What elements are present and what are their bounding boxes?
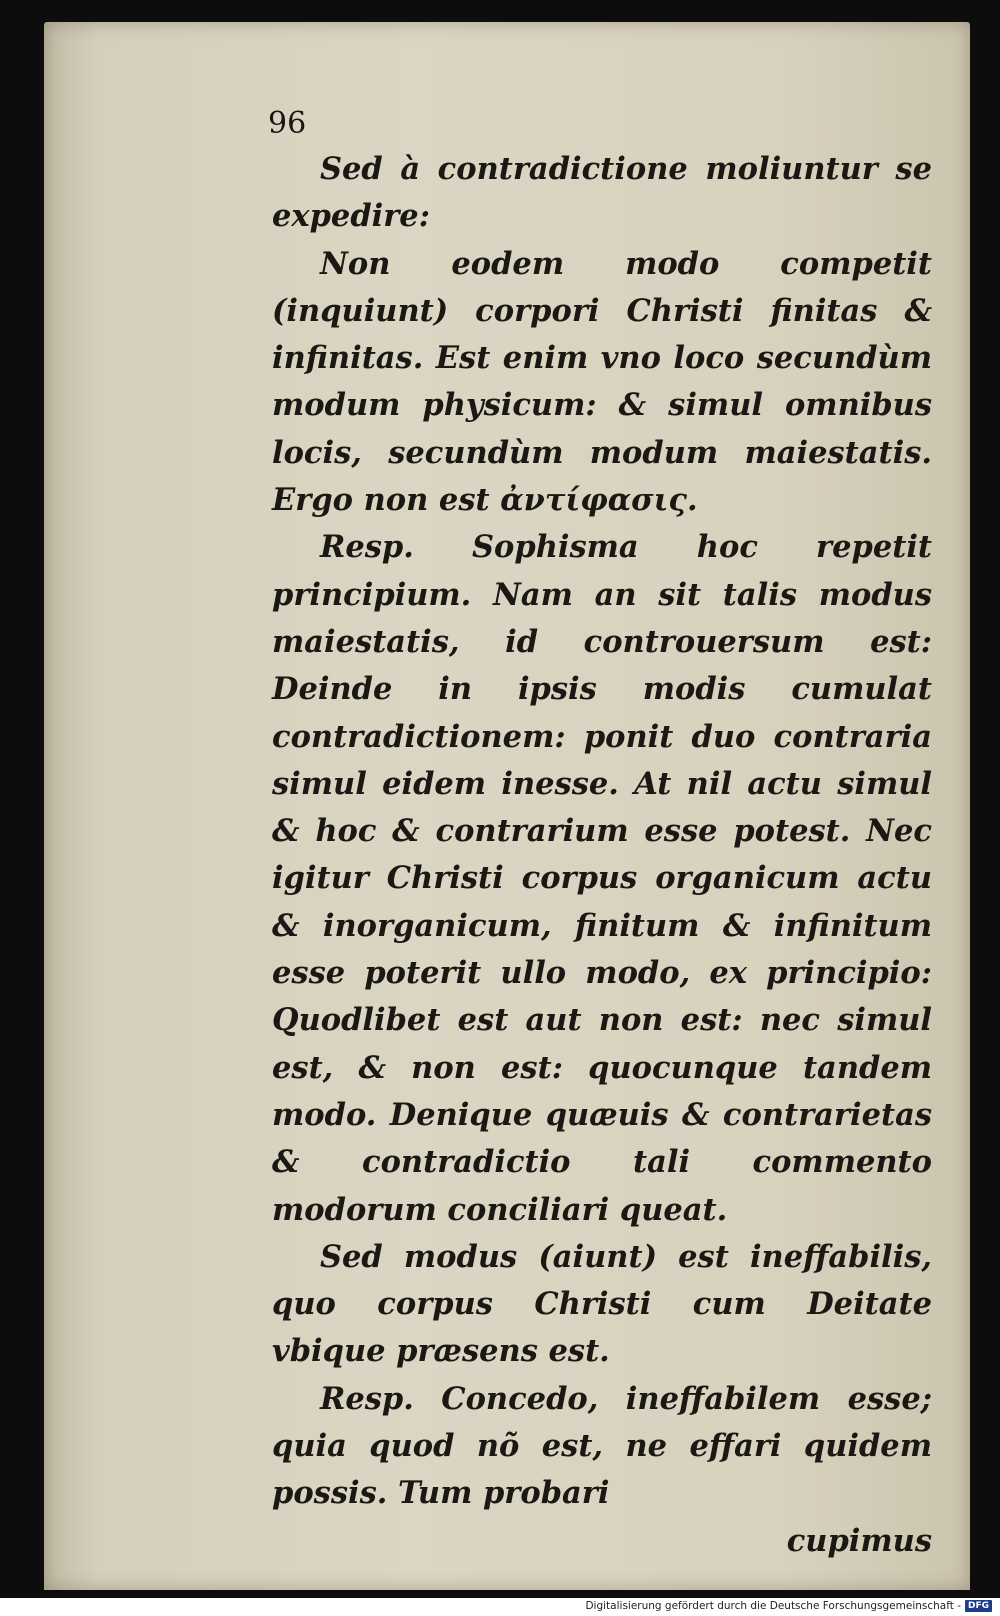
digitization-footer [585, 1598, 992, 1614]
paragraph-3: Resp. Sophisma hoc repetit principium. Nam an sit talis modus maiestatis, id controuersum est: Deinde in ipsis modis cumulat contradictionem: ponit duo contraria simul eidem inesse. At nil actu simul & hoc & contrarium esse potest. Nec igitur Christi corpus organicum actu & inorganicum, finitum & infinitum esse poterit ullo modo, ex principio: Quodlibet est aut non est: nec simul est, & non est: quocunque tandem modo. Denique quæuis & contrarietas & contradictio tali commento modorum conciliari queat. [272, 529, 932, 1228]
dfg-logo-icon: DFG [965, 1600, 992, 1612]
page-text [272, 146, 932, 1565]
paragraph-4: Sed modus (aiunt) est ineffabilis, quo corpus Christi cum Deitate vbique præsens est. [272, 1238, 932, 1370]
paragraph-2: Non eodem modo competit (inquiunt) corpori Christi finitas & infinitas. Est enim vno loco secundùm modum physicum: & simul omnibus locis, secundùm modum maiestatis. Ergo non est ἀντίφασις. [272, 245, 932, 519]
footer-credit: Digitalisierung gefördert durch die Deutsche Forschungsgemeinschaft - [585, 1600, 961, 1612]
paragraph-5: Resp. Concedo, ineffabilem esse; quia quod nõ est, ne effari quidem possis. Tum probari [272, 1380, 932, 1512]
catchword: cupimus [786, 1522, 932, 1559]
paragraph-1: Sed à contradictione moliuntur se expedire: [272, 151, 932, 235]
page-number: 96 [268, 106, 307, 141]
